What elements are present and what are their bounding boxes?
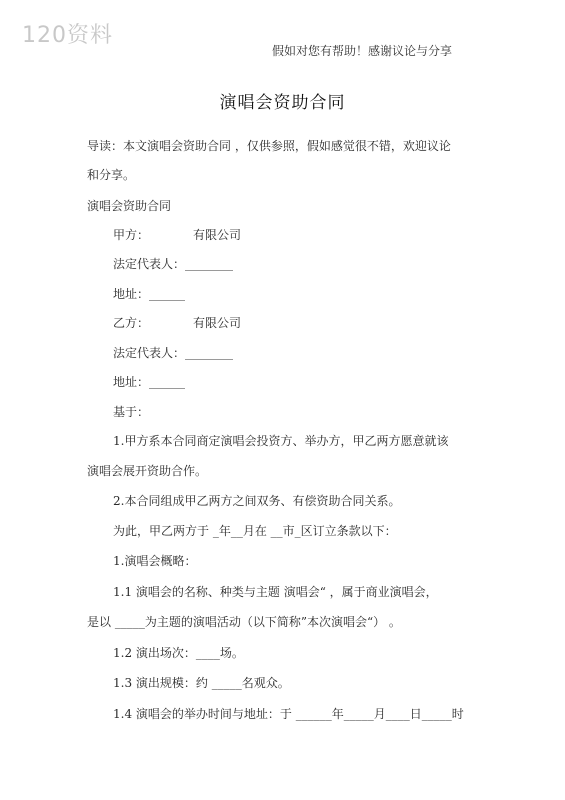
section-1-heading: 1.演唱会概略：	[113, 554, 197, 568]
intro-line-2: 和分享。	[87, 168, 136, 182]
party-b-representative: 法定代表人：________	[113, 346, 234, 360]
party-b-label: 乙方：	[113, 316, 150, 330]
document-title: 演唱会资助合同	[219, 93, 346, 113]
party-b-address: 地址：______	[113, 375, 186, 389]
party-a-address: 地址：______	[113, 287, 186, 301]
party-a-representative: 法定代表人：________	[113, 257, 234, 271]
item-1-2: 1.2 演出场次：____场。	[113, 646, 244, 660]
item-1-4: 1.4 演唱会的举办时间与地址：于 ______年_____月____日_____时	[113, 707, 464, 721]
party-b-company: 有限公司	[193, 316, 242, 330]
item-1-3: 1.3 演出规模：约 _____名观众。	[113, 676, 290, 690]
contract-name: 演唱会资助合同	[87, 199, 172, 213]
intro-line-1: 导读：本文演唱会资助合同 ，仅供参照，假如感觉很不错，欢迎议论	[87, 139, 451, 153]
party-a-label: 甲方：	[113, 228, 150, 242]
item-1-1-line-1: 1.1 演唱会的名称、种类与主题 演唱会“ ，属于商业演唱会，	[113, 585, 438, 599]
clause-1-line-2: 演唱会展开资助合作。	[87, 464, 208, 478]
basis-heading: 基于：	[113, 405, 150, 419]
item-1-1-line-2: 是以 _____为主题的演唱活动（以下简称”本次演唱会“） 。	[87, 615, 401, 629]
clause-2: 2.本合同组成甲乙两方之间双务、有偿资助合同关系。	[113, 494, 401, 508]
header-note: 假如对您有帮助！感谢议论与分享	[272, 44, 453, 58]
agreement-line: 为此，甲乙两方于 _年__月在 __市_区订立条款以下：	[113, 524, 397, 538]
clause-1-line-1: 1.甲方系本合同商定演唱会投资方、举办方，甲乙两方愿意就该	[113, 434, 449, 448]
party-a-company: 有限公司	[193, 228, 242, 242]
watermark: 120资料	[22, 23, 113, 48]
